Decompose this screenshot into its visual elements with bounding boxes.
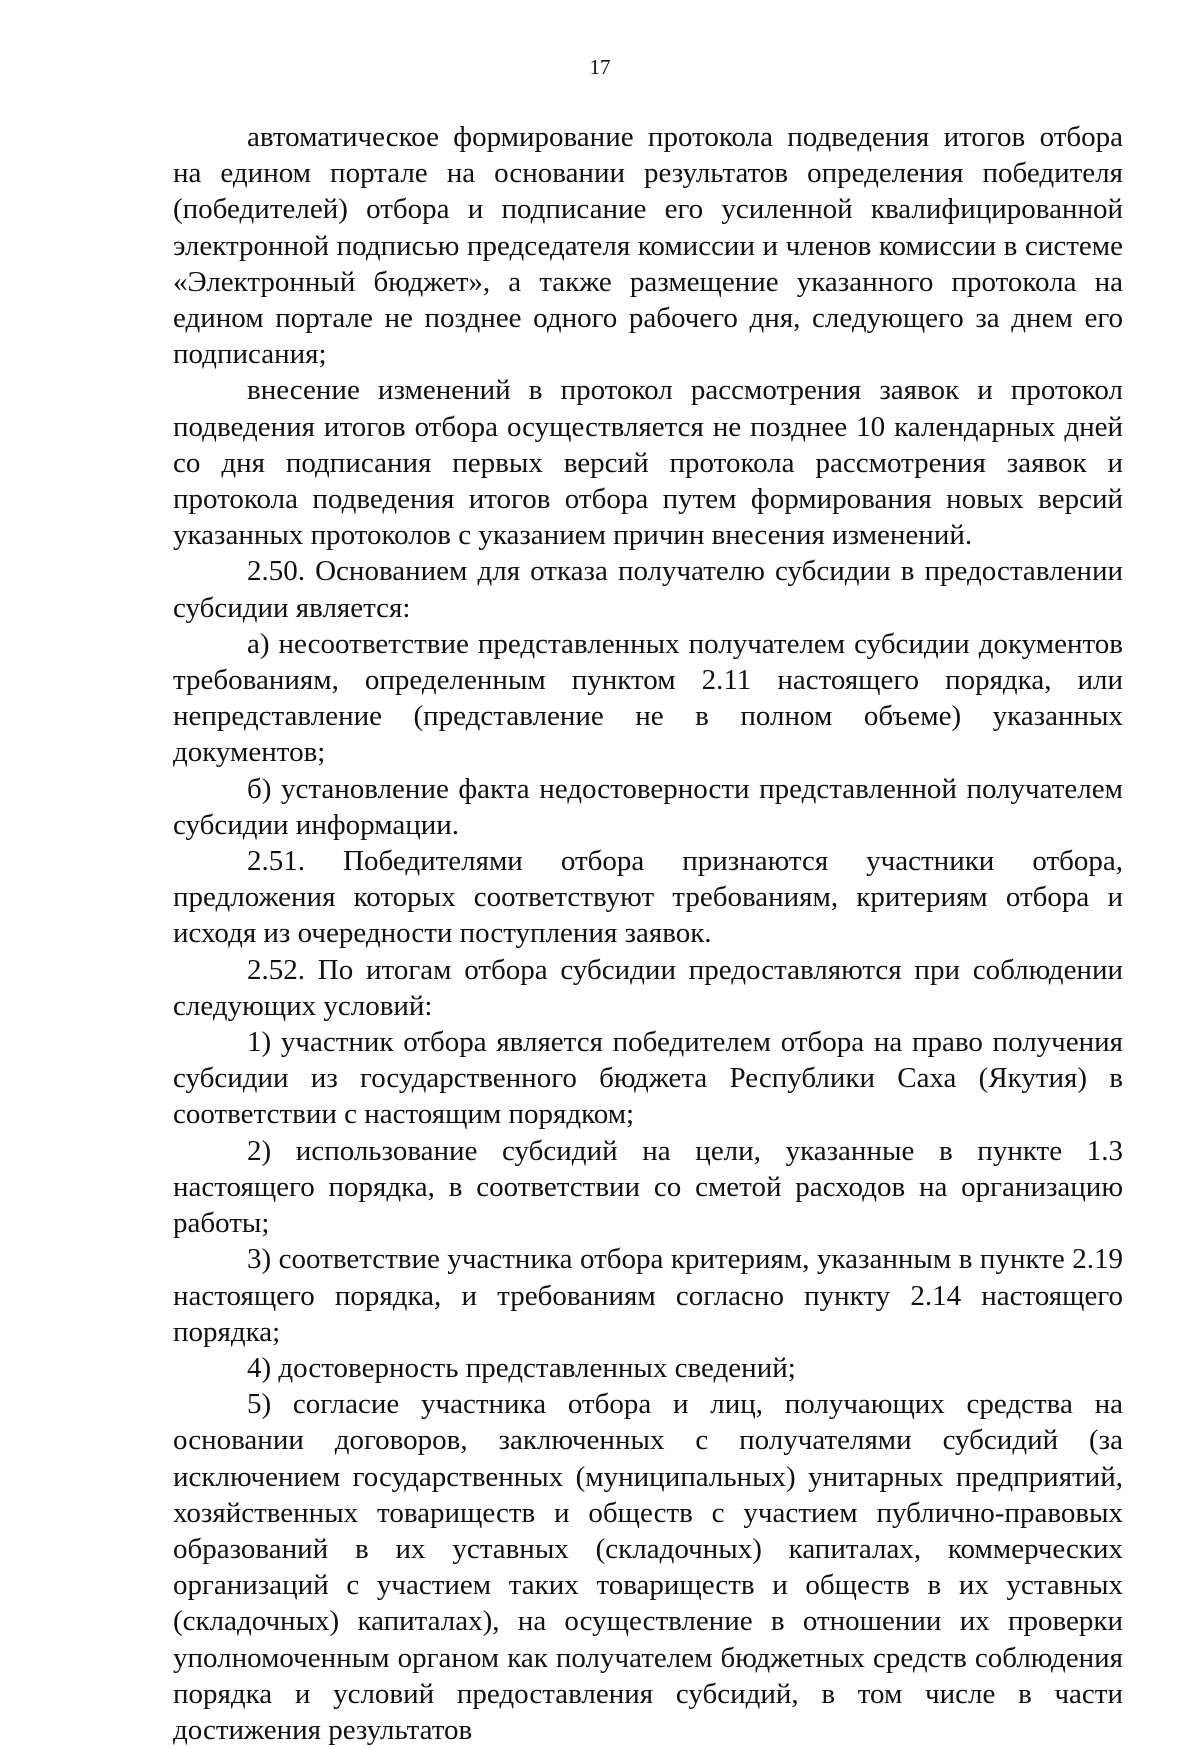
paragraph-2-51-winners: 2.51. Победителями отбора признаются участники отбора, предложения которых соответствуют требованиям, критериям отбора и исходя из очередности поступления заявок.: [173, 845, 1123, 950]
paragraph-2-52-item-4: 4) достоверность представленных сведений;: [247, 1351, 796, 1384]
paragraph-2-52-item-5: 5) согласие участника отбора и лиц, получающих средства на основании договоров, заключенных с получателями субсидий (за исключением государственных (муниципальных) унитарных предприятий, хозяйственных товариществ и обществ с участием публично-правовых образований в их уставных (складочных) капиталах, коммерческих организаций с участием таких товариществ и обществ в их уставных (складочных) капиталах), на осуществление в отношении их проверки уполномоченным органом как получателем бюджетных средств соблюдения порядка и условий предоставления субсидий, в том числе в части достижения результатов: [173, 1388, 1123, 1746]
page-number: 17: [589, 55, 611, 79]
document-body: [173, 119, 1123, 1748]
paragraph-2-52-item-2: 2) использование субсидий на цели, указанные в пункте 1.3 настоящего порядка, в соответствии со сметой расходов на организацию работы;: [173, 1134, 1123, 1240]
paragraph-2-52-item-3: 3) соответствие участника отбора критериям, указанным в пункте 2.19 настоящего порядка, и требованиям согласно пункту 2.14 настоящего порядка;: [173, 1243, 1123, 1348]
paragraph-2-50-a: а) несоответствие представленных получателем субсидии документов требованиям, определенным пунктом 2.11 настоящего порядка, или непредставление (представление не в полном объеме) указанных документов;: [173, 627, 1123, 769]
paragraph-protocol-formation: автоматическое формирование протокола подведения итогов отбора на едином портале на основании результатов определения победителя (победителей) отбора и подписание его усиленной квалифицированной электронной подписью председателя комиссии и членов комиссии в системе «Электронный бюджет», а также размещение указанного протокола на едином портале не позднее одного рабочего дня, следующего за днем его подписания;: [173, 121, 1123, 371]
paragraph-2-50-refusal-grounds: 2.50. Основанием для отказа получателю субсидии в предоставлении субсидии является:: [173, 555, 1123, 624]
paragraph-protocol-amendments: внесение изменений в протокол рассмотрения заявок и протокол подведения итогов отбора осуществляется не позднее 10 календарных дней со дня подписания первых версий протокола рассмотрения заявок и протокола подведения итогов отбора путем формирования новых версий указанных протоколов с указанием причин внесения изменений.: [173, 374, 1123, 552]
paragraph-2-50-b: б) установление факта недостоверности представленной получателем субсидии информации.: [173, 772, 1123, 841]
paragraph-2-52-conditions: 2.52. По итогам отбора субсидии предоставляются при соблюдении следующих условий:: [173, 953, 1123, 1022]
paragraph-2-52-item-1: 1) участник отбора является победителем отбора на право получения субсидии из государственного бюджета Республики Саха (Якутия) в соответствии с настоящим порядком;: [173, 1026, 1123, 1131]
